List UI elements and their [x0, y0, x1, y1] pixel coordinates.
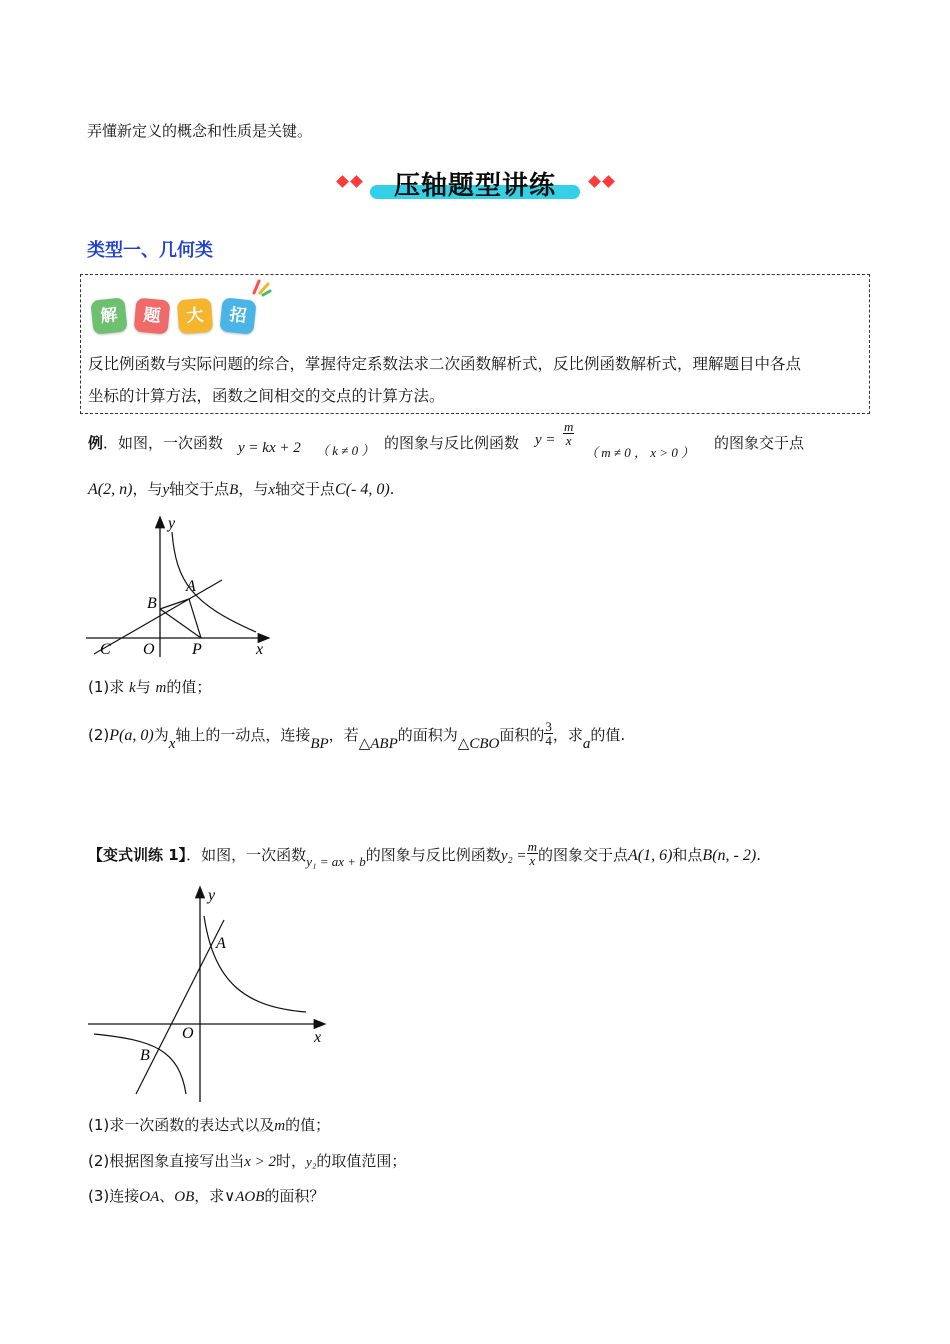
label-x: x: [314, 1029, 322, 1046]
text-segment: 时，: [276, 1152, 307, 1170]
text-segment: (2)根据图象直接写出当: [88, 1152, 245, 1170]
x-condition: x > 2: [244, 1154, 277, 1170]
text-segment: (3)连接: [88, 1187, 140, 1205]
badge-ti: 题: [134, 298, 171, 335]
example-graph: [82, 512, 282, 662]
text-segment: (1)求一次函数的表达式以及: [88, 1116, 275, 1134]
fraction-numerator: 3: [545, 719, 552, 734]
badge-da: 大: [177, 298, 213, 334]
strategy-line-2: 坐标的计算方法，函数之间相交的交点的计算方法。: [88, 387, 445, 405]
label-x: x: [256, 641, 264, 658]
variant-point-b: B(n, - 2): [702, 847, 757, 864]
label-y: y: [168, 515, 176, 532]
segment-ap: [189, 599, 201, 638]
var-a: a: [582, 736, 591, 752]
point-a-coord: A(2, n): [88, 481, 133, 498]
fraction-denominator: x: [565, 433, 572, 448]
text-segment: 为: [153, 726, 169, 744]
variant-question-1: [88, 1114, 330, 1135]
triangle-aob: ∨AOB: [224, 1189, 265, 1205]
var-m: m: [155, 680, 167, 696]
segment-bp-label: BP: [310, 736, 329, 752]
example-question-1: [88, 676, 211, 697]
example-text-2: 的图象与反比例函数: [384, 434, 520, 452]
label-a: A: [216, 935, 226, 952]
text-segment: ．如图，一次函数: [186, 846, 307, 864]
y2-equals: y₂ =: [500, 848, 527, 864]
var-x: x: [168, 736, 176, 752]
badge-zhao: 招: [219, 297, 256, 334]
text-segment: 轴交于点: [275, 480, 336, 498]
label-o: O: [143, 641, 155, 658]
text-segment: 的值；: [166, 678, 212, 696]
triangle-cbo: △CBO: [457, 736, 500, 752]
variant-point-a: A(1, 6): [627, 847, 673, 864]
text-segment: ，与: [132, 480, 163, 498]
point-c-coord: C(- 4, 0): [335, 481, 390, 498]
m-x-condition: （ m ≠ 0 ， x > 0 ）: [585, 445, 695, 460]
label-y: y: [208, 887, 216, 904]
label-o: O: [182, 1025, 194, 1042]
variant-question-2: [88, 1150, 406, 1171]
example-label: 例: [88, 434, 104, 452]
hyperbola-curve: [172, 532, 256, 632]
text-segment: 、: [159, 1187, 175, 1205]
example-question-2: [88, 719, 626, 752]
label-c: C: [100, 641, 111, 658]
text-segment: 面积的: [499, 726, 545, 744]
variant-line-1: [88, 839, 761, 869]
variant-graph: [84, 882, 334, 1104]
variant-label: 【变式训练 1】: [88, 846, 187, 864]
segment-ob-label: OB: [174, 1189, 195, 1205]
text-segment: ，求: [552, 726, 583, 744]
point-b: B: [229, 482, 239, 498]
label-a: A: [186, 578, 196, 595]
text-segment: (2): [88, 726, 110, 744]
label-p: P: [192, 641, 202, 658]
example-text: ．如图，一次函数: [103, 434, 224, 452]
example-line-2: [88, 478, 394, 499]
fraction-m-over-x: [563, 420, 574, 447]
var-y: y: [162, 482, 170, 498]
section-title: 类型一、几何类: [87, 240, 213, 261]
text-segment: .: [389, 480, 395, 498]
k-condition: （ k ≠ 0 ）: [316, 443, 375, 458]
banner: [370, 165, 580, 201]
var-y2: y₂: [306, 1154, 317, 1169]
text-segment: 的值.: [590, 726, 626, 744]
text-segment: .: [756, 846, 761, 864]
text-segment: ，若: [328, 726, 359, 744]
example-line-1: [88, 432, 223, 453]
segment-oa-label: OA: [139, 1189, 160, 1205]
strategy-line-1: 反比例函数与实际问题的综合，掌握待定系数法求二次函数解析式，反比例函数解析式，理解题目中各点: [88, 355, 802, 373]
text-segment: 的面积为: [397, 726, 458, 744]
text-segment: 与: [135, 678, 151, 696]
text-segment: 的值；: [285, 1116, 331, 1134]
text-segment: 的图象与反比例函数: [365, 846, 501, 864]
intro-line: 弄懂新定义的概念和性质是关键。: [87, 122, 313, 140]
sparkle-icon: [250, 275, 272, 297]
linear-function-line: [94, 580, 222, 654]
var-x: x: [268, 482, 275, 498]
fraction-numerator: m: [527, 839, 537, 854]
variant-question-3: [88, 1185, 324, 1206]
variant-linear-equation: y₁ = ax + b: [306, 854, 366, 869]
banner-title: 压轴题型讲练: [393, 171, 556, 201]
fraction-three-quarters: [544, 720, 553, 747]
text-segment: 的取值范围；: [316, 1152, 407, 1170]
badge-jie: 解: [90, 297, 127, 334]
var-k: k: [129, 680, 136, 696]
label-b: B: [147, 595, 157, 612]
y-equals: y =: [535, 432, 556, 448]
point-p-coord: P(a, 0): [109, 727, 154, 744]
text-segment: 和点: [672, 846, 703, 864]
triangle-abp: △ABP: [358, 736, 398, 752]
text-segment: 轴交于点: [169, 480, 230, 498]
text-segment: 的面积？: [264, 1187, 325, 1205]
var-m: m: [274, 1118, 286, 1134]
example-text-3: 的图象交于点: [714, 434, 805, 452]
text-segment: (1)求: [88, 678, 125, 696]
label-b: B: [140, 1047, 150, 1064]
text-segment: ，求: [194, 1187, 225, 1205]
fraction-numerator: m: [564, 419, 574, 434]
fraction-denominator: 4: [545, 733, 552, 748]
text-segment: ，与: [238, 480, 269, 498]
text-segment: 的图象交于点: [537, 846, 628, 864]
segment-bp: [160, 609, 201, 638]
linear-equation: y = kx + 2: [238, 440, 301, 456]
variant-fraction-m-over-x: [527, 840, 538, 867]
text-segment: 轴上的一动点，连接: [175, 726, 311, 744]
fraction-denominator: x: [529, 853, 536, 868]
